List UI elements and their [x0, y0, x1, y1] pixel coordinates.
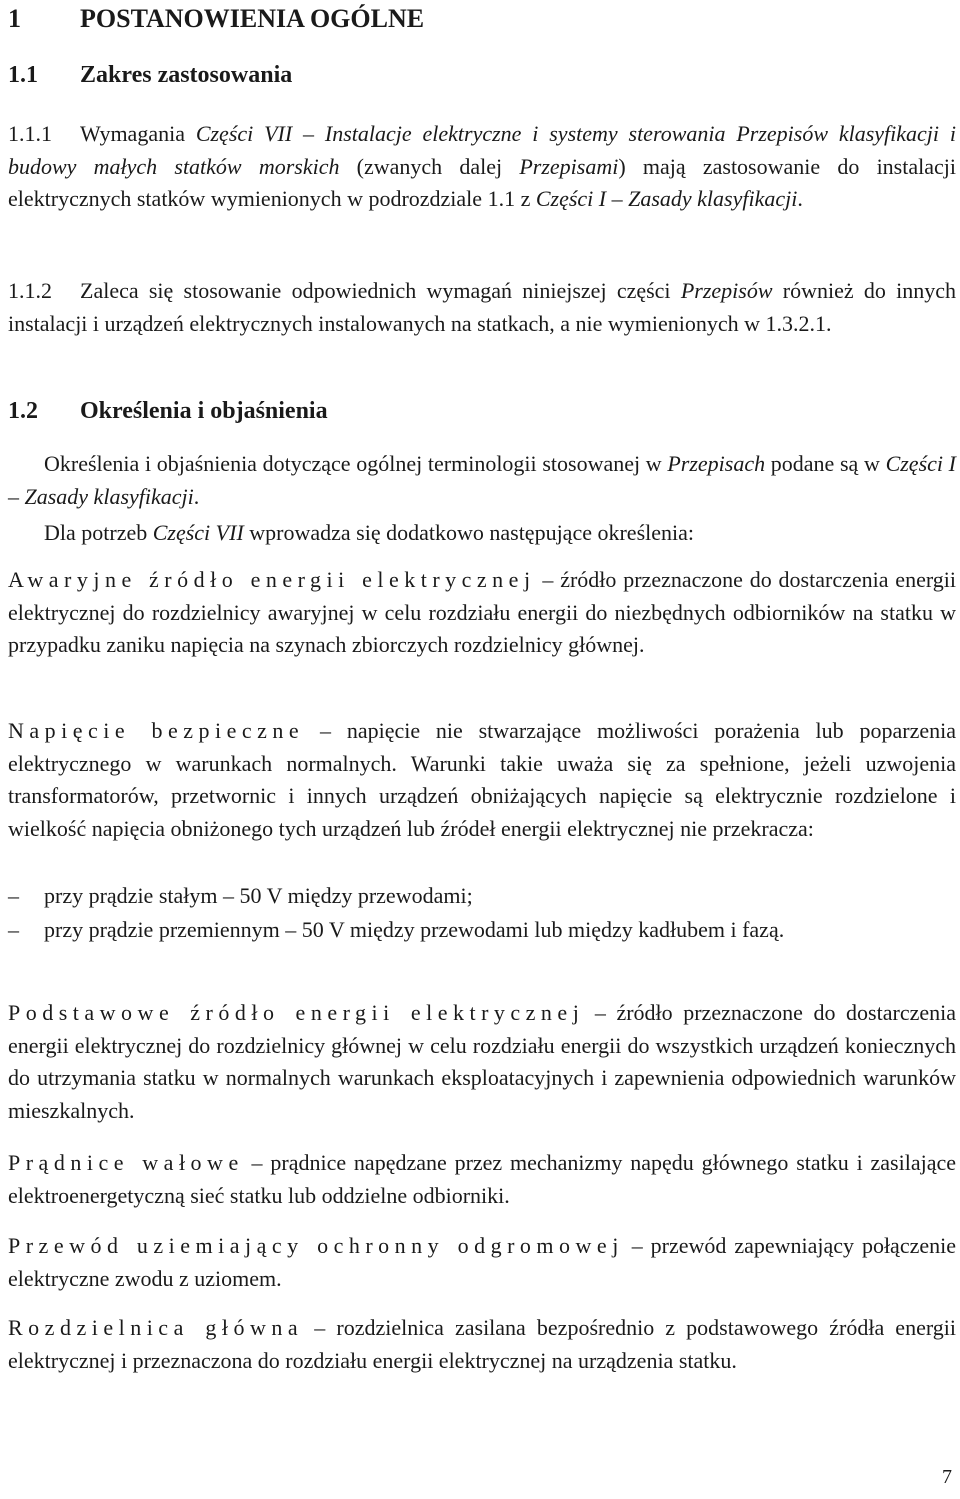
paragraph-number: 1.1.1	[8, 121, 52, 146]
definition-safe-voltage: Napięcie bezpieczne – napięcie nie stwarzające możliwości porażenia lub poparzenia elektrycznego w warunkach normalnych. Warunki takie uważa się za spełnione, jeżeli uzwojenia transformatorów, przetwornic i innych urządzeń obniżających napięcie są elektrycznie rozdzielone i wielkość napięcia obniżonego tych urządzeń lub źródeł energii elektrycznej nie przekracza:	[8, 718, 956, 841]
definition-term: Podstawowe źródło energii elektrycznej	[8, 1000, 585, 1025]
definition-main-source: Podstawowe źródło energii elektrycznej – źródło przeznaczone do dostarczenia energii elektrycznej do rozdzielnicy głównej w celu rozdziału energii do wszystkich urządzeń koniecznych do utrzymania statku w normalnych warunkach eksploatacyjnych i zapewnienia odpowiednich warunków mieszkalnych.	[8, 1000, 956, 1123]
definition-shaft-generators: Prądnice wałowe – prądnice napędzane przez mechanizmy napędu głównego statku i zasilające elektroenergetyczną sieć statku lub oddzielne odbiorniki.	[8, 1150, 957, 1208]
definition-term: Przewód uziemiający ochronny odgromowej	[8, 1233, 624, 1258]
chapter-title: POSTANOWIENIA OGÓLNE	[80, 4, 425, 33]
definition-term: Prądnice wałowe	[8, 1150, 244, 1175]
definition-term: Rozdzielnica główna	[8, 1315, 304, 1340]
definition-main-switchboard: Rozdzielnica główna – rozdzielnica zasilana bezpośrednio z podstawowego źródła energii elektrycznej i przeznaczona do rozdziału energii elektrycznej na urządzenia statku.	[8, 1315, 956, 1373]
bullet-dash: –	[8, 883, 19, 908]
chapter-number: 1	[8, 4, 21, 33]
paragraph-1-1-1: 1.1.1 Wymagania Części VII – Instalacje elektryczne i systemy sterowania Przepisów klasyfikacji i budowy małych statków morskich (zwanych dalej Przepisami) mają zastosowanie do instalacji elektrycznych statków wymienionych w podrozdziale 1.1 z Części I – Zasady klasyfikacji.	[8, 118, 956, 216]
paragraph-number: 1.1.2	[8, 278, 52, 303]
bullet-item: – przy prądzie stałym – 50 V między przewodami;	[8, 880, 956, 913]
section-number: 1.1	[8, 62, 38, 88]
section-title: Zakres zastosowania	[80, 62, 293, 88]
section-heading-1-2	[8, 398, 328, 425]
section-number: 1.2	[8, 398, 38, 424]
page-number: 7	[942, 1466, 952, 1488]
definition-term: Napięcie bezpieczne	[8, 718, 305, 743]
chapter-heading	[8, 4, 424, 34]
intro-paragraph: Określenia i objaśnienia dotyczące ogólnej terminologii stosowanej w Przepisach podane są w Części I – Zasady klasyfikacji.	[8, 451, 957, 509]
section-title: Określenia i objaśnienia	[80, 398, 328, 424]
bullet-dash: –	[8, 917, 19, 942]
section-heading-1-1	[8, 62, 292, 89]
intro-paragraph-2: Dla potrzeb Części VII wprowadza się dodatkowo następujące określenia:	[44, 520, 694, 545]
paragraph-1-1-2: 1.1.2 Zaleca się stosowanie odpowiednich wymagań niniejszej części Przepisów również do innych instalacji i urządzeń elektrycznych instalowanych na statkach, a nie wymienionych w 1.3.2.1.	[8, 275, 956, 340]
bullet-item: – przy prądzie przemiennym – 50 V między przewodami lub między kadłubem i fazą.	[8, 914, 956, 947]
definition-lightning-conductor: Przewód uziemiający ochronny odgromowej – przewód zapewniający połączenie elektryczne zwodu z uziomem.	[8, 1233, 956, 1291]
definition-term: Awaryjne źródło energii elektrycznej	[8, 567, 536, 592]
definition-emergency-source: Awaryjne źródło energii elektrycznej – źródło przeznaczone do dostarczenia energii elektrycznej do rozdzielnicy awaryjnej w celu rozdziału energii do niezbędnych odbiorników na statku w przypadku zaniku napięcia na szynach zbiorczych rozdzielnicy głównej.	[8, 567, 956, 657]
